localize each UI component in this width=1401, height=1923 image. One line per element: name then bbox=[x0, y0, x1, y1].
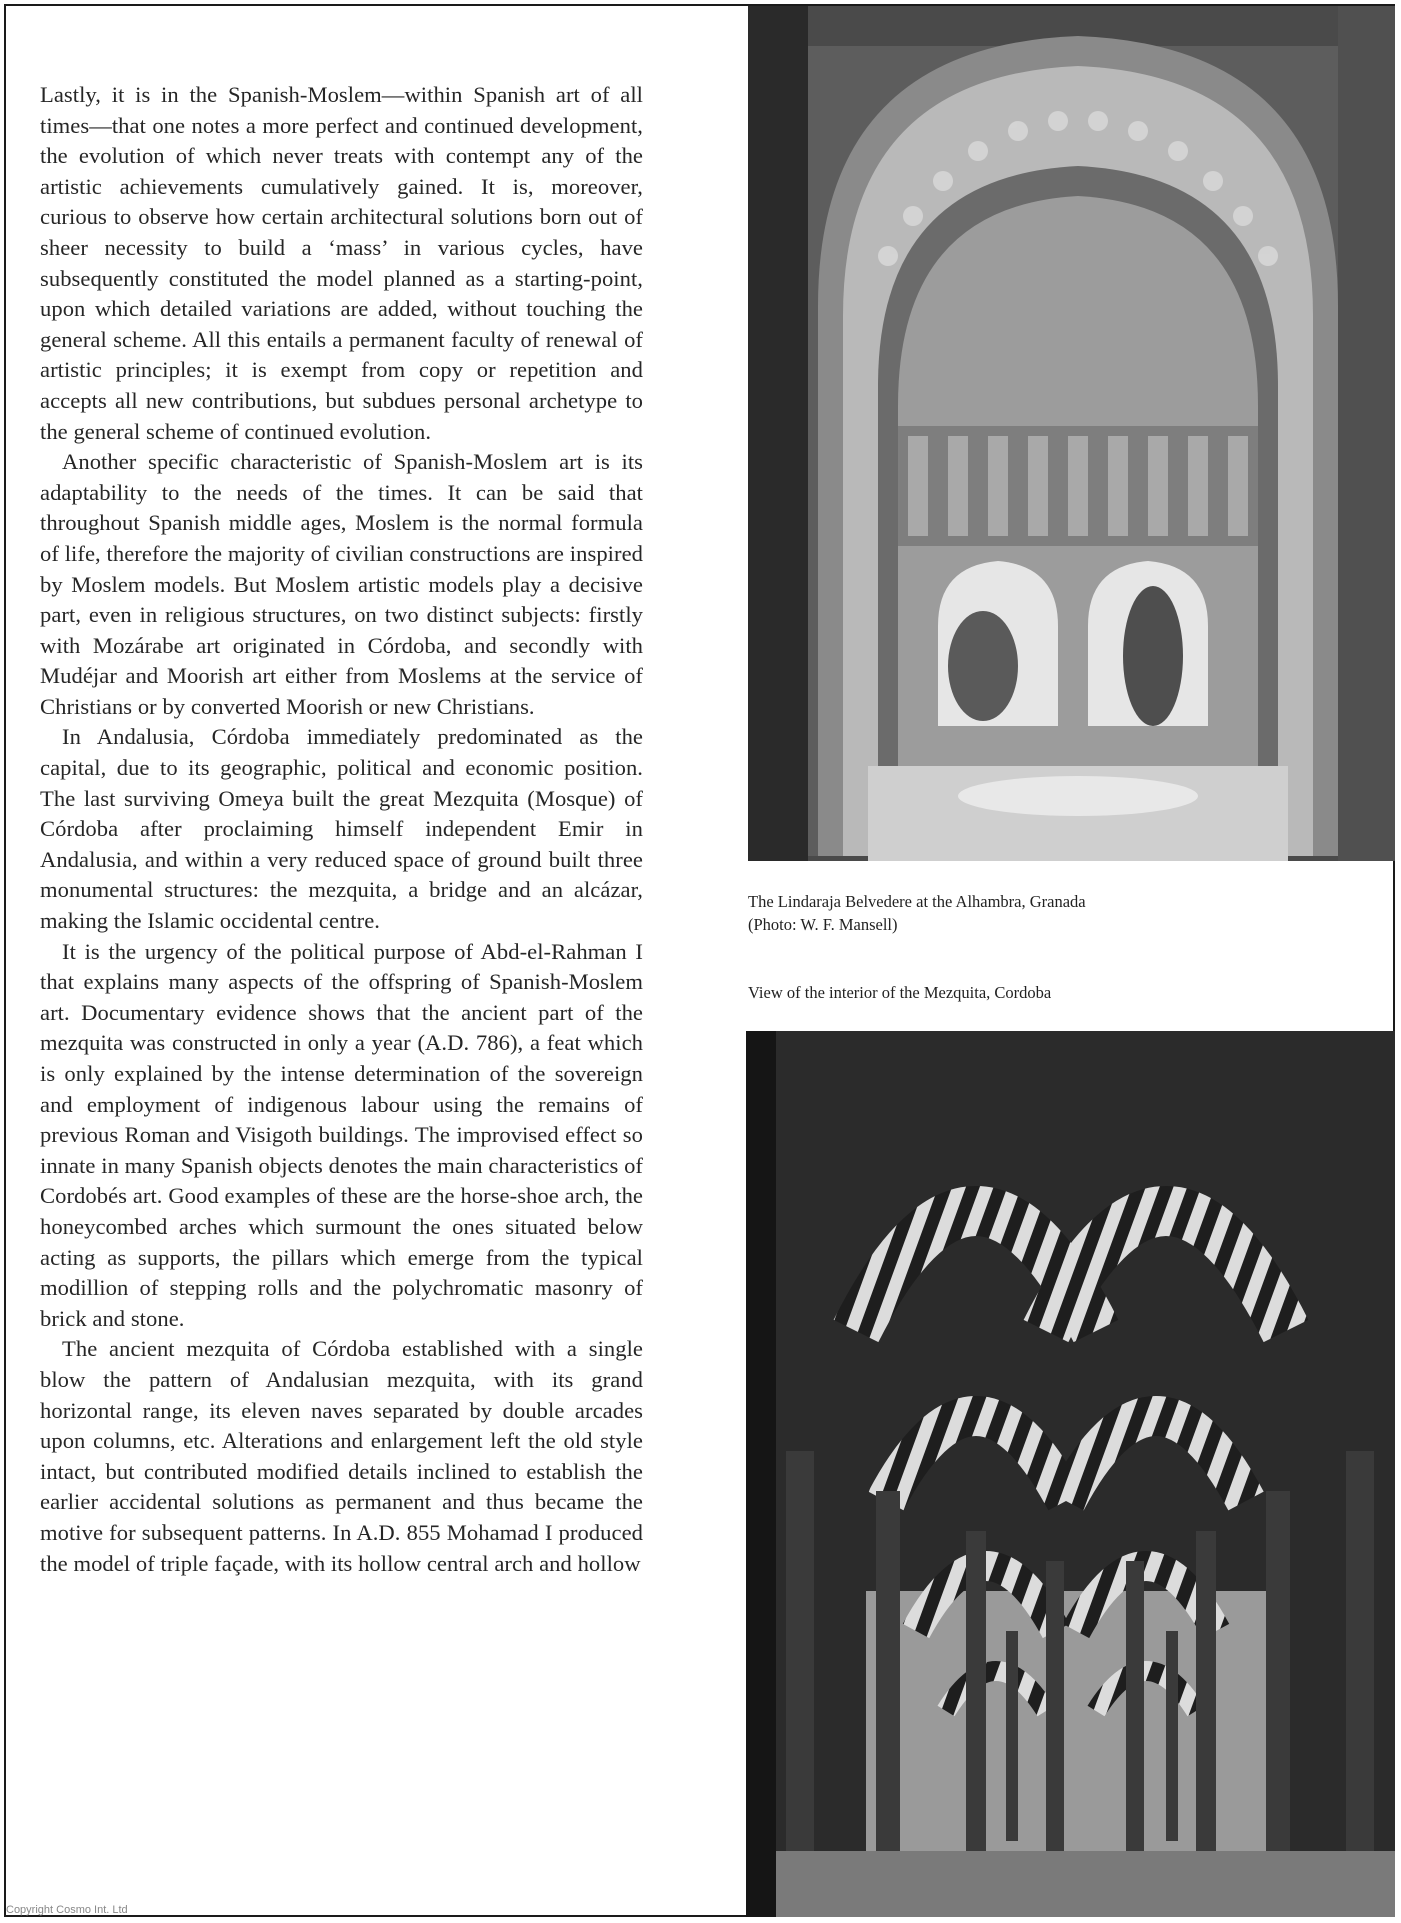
mezquita-caption: View of the interior of the Mezquita, Cordoba bbox=[748, 983, 1052, 1002]
paragraph-5: The ancient mezquita of Córdoba established with a single blow the pattern of Andalusian mezquita, with its grand horizontal range, its eleven naves separated by double arcades upon columns, etc. Alterations and enlargement left the old style intact, but contributed modified details inclined to establish the earlier accidental solutions as permanent and thus became the motive for subsequent patterns. In A.D. 855 Mohamad I produced the model of triple façade, with its hollow central arch and hollow bbox=[40, 1336, 643, 1576]
article-text bbox=[40, 80, 643, 1579]
paragraph-4: It is the urgency of the political purpose of Abd-el-Rahman I that explains many aspects of the offspring of Spanish-Moslem art. Documentary evidence shows that the ancient part of the mezquita was constructed in only a year (A.D. 786), a feat which is only explained by the intense determination of the sovereign and employment of indigenous labour using the remains of previous Roman and Visigoth buildings. The improvised effect so innate in many Spanish objects denotes the main characteristics of Cordobés art. Good examples of these are the horse-shoe arch, the honeycombed arches which surmount the ones situated below acting as supports, the pillars which emerge from the typical modillion of stepping rolls and the polychromatic masonry of brick and stone. bbox=[40, 938, 643, 1331]
paragraph-2: Another specific characteristic of Spanish-Moslem art is its adaptability to the needs of the times. It can be said that throughout Spanish middle ages, Moslem is the normal formula of life, therefore the majority of civilian constructions are inspired by Moslem models. But Moslem artistic models play a decisive part, even in religious structures, on two distinct subjects: firstly with Mozárabe art originated in Córdoba, and secondly with Mudéjar and Moorish art either from Moslems at the service of Christians or by converted Moorish or new Christians. bbox=[40, 449, 643, 719]
alhambra-caption-title: The Lindaraja Belvedere at the Alhambra, Granada bbox=[748, 892, 1086, 911]
alhambra-caption bbox=[748, 890, 1388, 936]
alhambra-photo bbox=[748, 6, 1395, 861]
paragraph-3: In Andalusia, Córdoba immediately predominated as the capital, due to its geographic, political and economic position. The last surviving Omeya built the great Mezquita (Mosque) of Córdoba after proclaiming himself independent Emir in Andalusia, and within a very reduced space of ground built three monumental structures: the mezquita, a bridge and an alcázar, making the Islamic occidental centre. bbox=[40, 724, 643, 934]
copyright-notice: Copyright Cosmo Int. Ltd bbox=[6, 1904, 128, 1916]
paragraph-1: Lastly, it is in the Spanish-Moslem—within Spanish art of all times—that one notes a more perfect and continued development, the evolution of which never treats with contempt any of the artistic achievements cumulatively gained. It is, moreover, curious to observe how certain architectural solutions born out of sheer necessity to build a ‘mass’ in various cycles, have subsequently constituted the model planned as a starting-point, upon which detailed variations are added, without touching the general scheme. All this entails a permanent faculty of renewal of artistic principles; it is exempt from copy or repetition and accepts all new contributions, but subdues personal archetype to the general scheme of continued evolution. bbox=[40, 82, 643, 444]
alhambra-caption-credit: (Photo: W. F. Mansell) bbox=[748, 915, 898, 934]
mezquita-photo bbox=[746, 1031, 1395, 1917]
